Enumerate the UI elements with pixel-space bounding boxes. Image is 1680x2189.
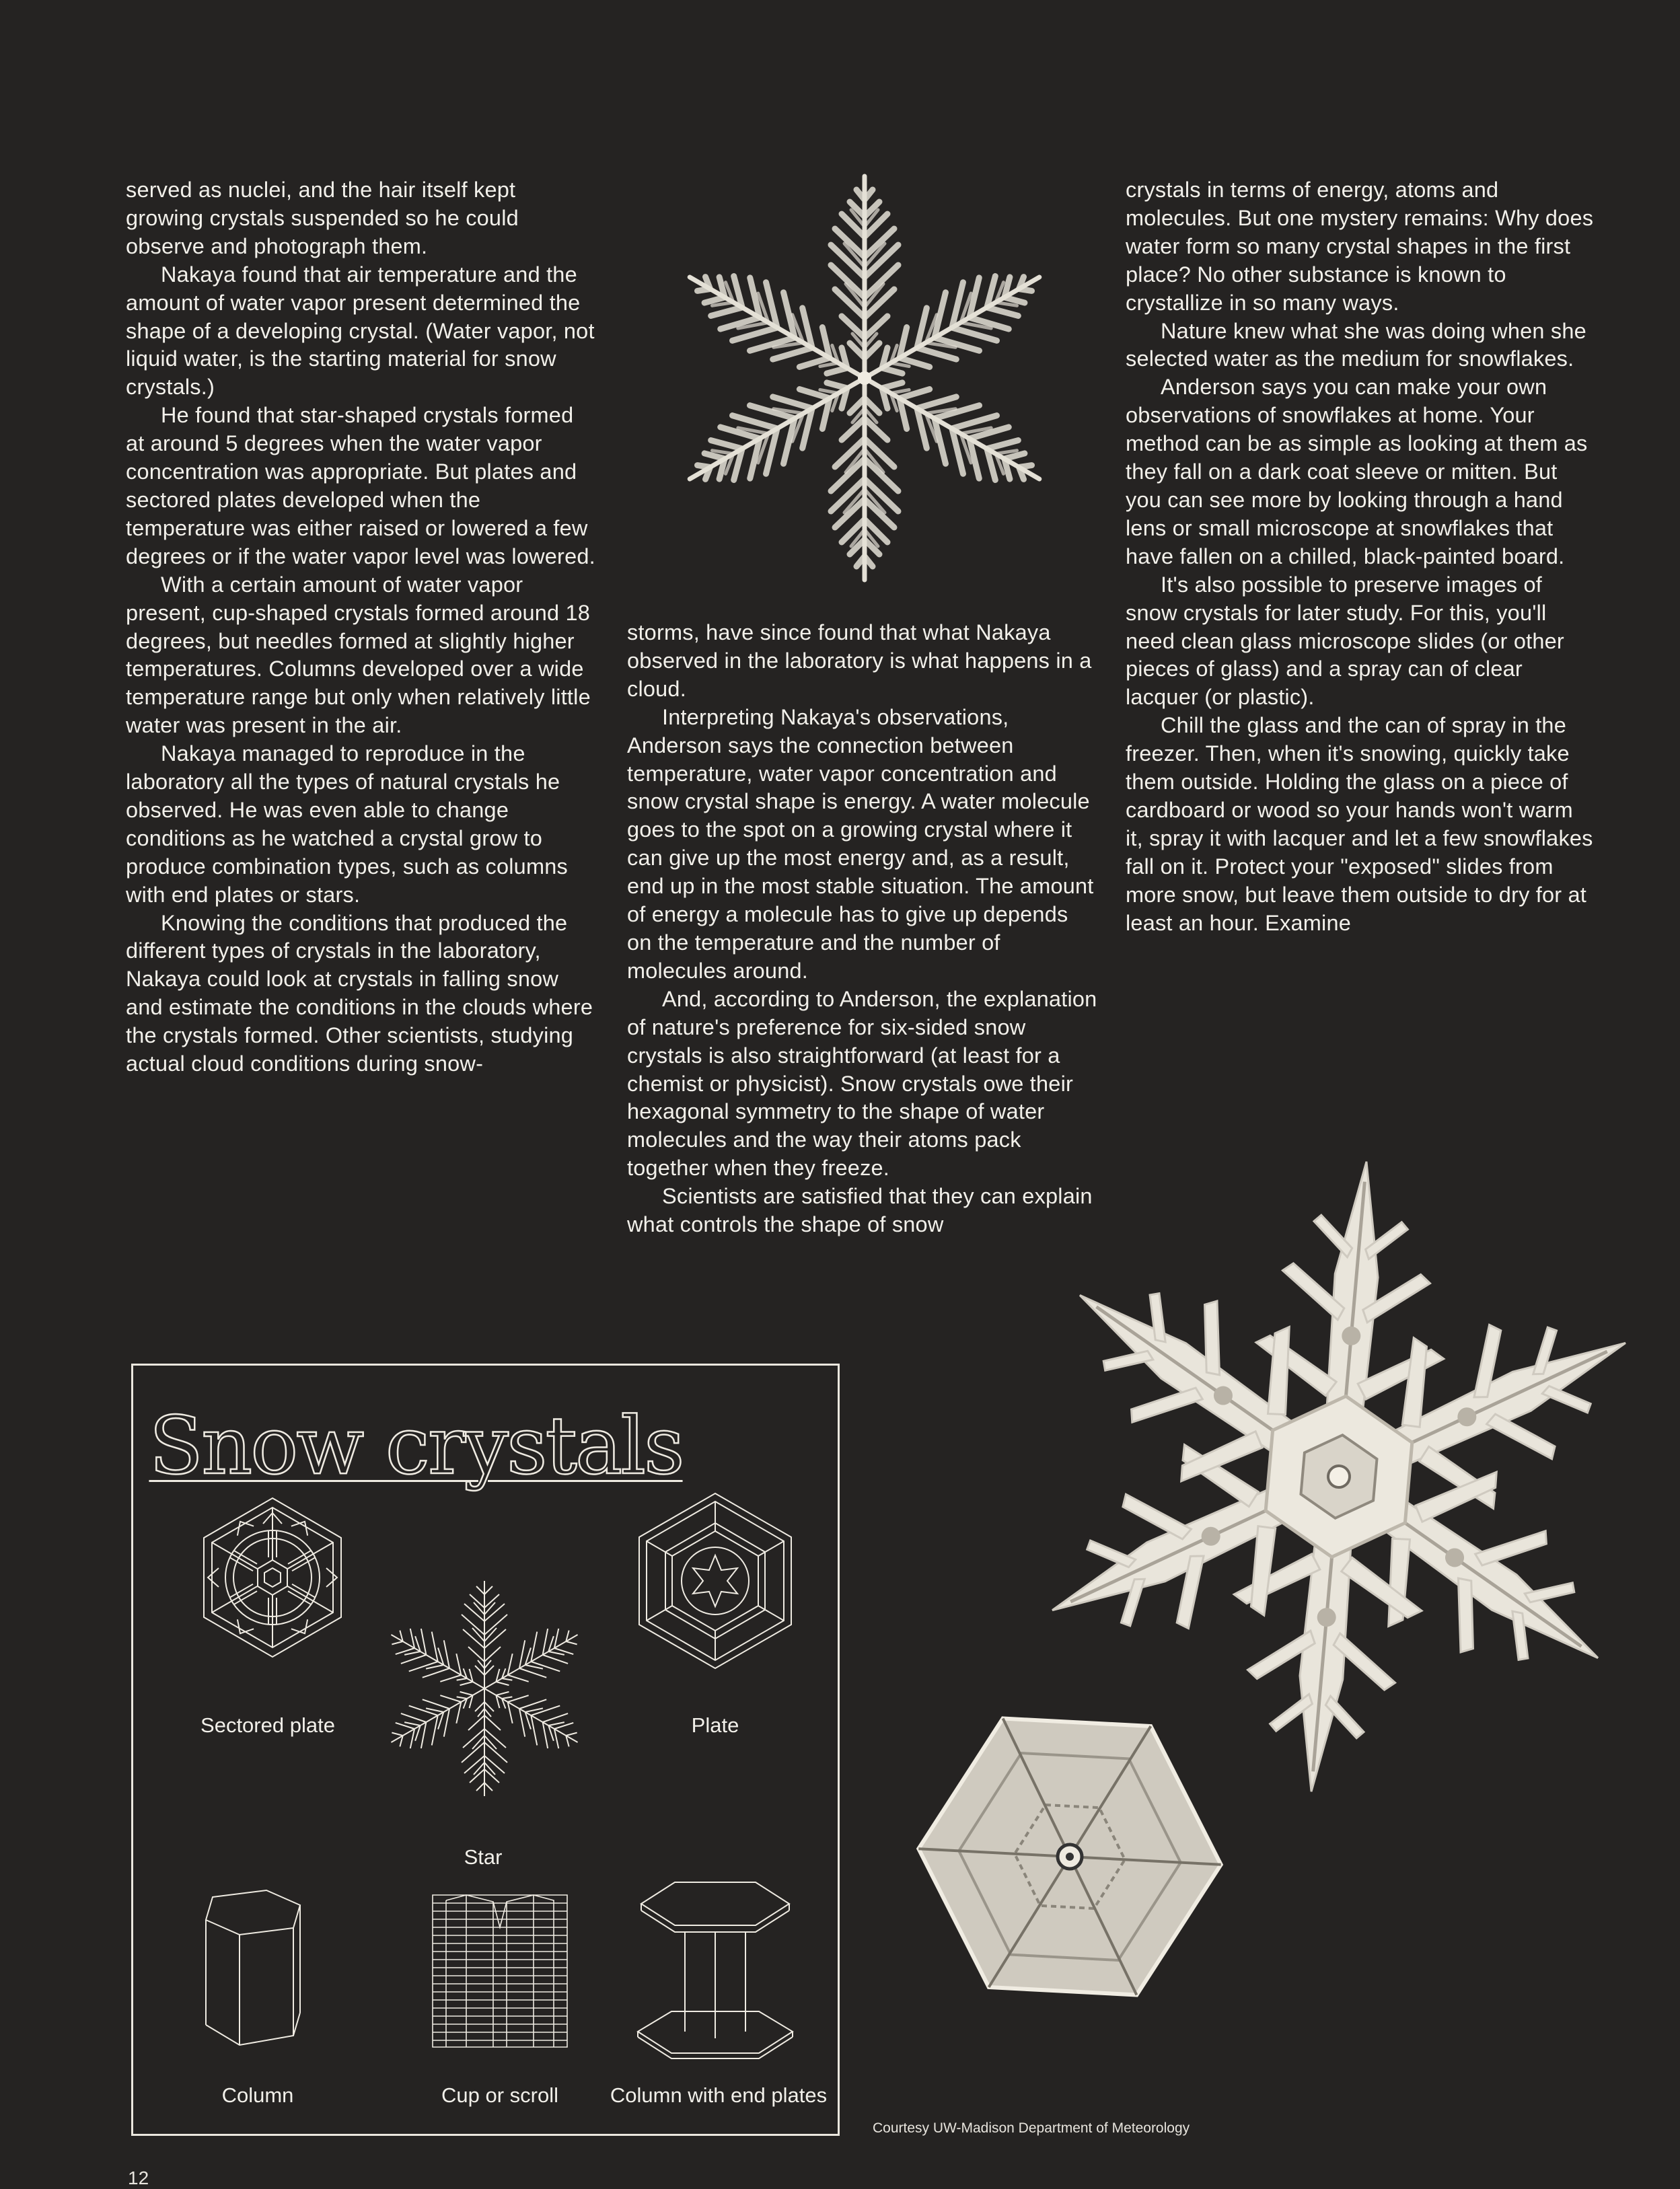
paragraph: Anderson says you can make your own observations of snowflakes at home. Your method can be as simple as looking at them as they fall on a dark coat sleeve or mitten. But you can see more by looking through a hand lens or small microscope at snowflakes that have fallen on a chilled, black-painted board.: [1126, 375, 1588, 568]
label-plate: Plate: [691, 1713, 739, 1737]
label-column-with-end-plates: Column with end plates: [610, 2083, 828, 2107]
paragraph: It's also possible to preserve images of snow crystals for later study. For this, you'll need clean glass microscope slides (or other pieces of glass) and a spray can of clear lacquer (or plastic).: [1126, 572, 1564, 710]
star-crystal-icon: [384, 1574, 585, 1803]
label-star: Star: [464, 1845, 503, 1869]
paragraph: Nakaya managed to reproduce in the laboratory all the types of natural crystals he observed. He was even able to change conditions as he watched a crystal grow to produce combination types, such as columns with end plates or stars.: [126, 741, 568, 907]
paragraph: Interpreting Nakaya's observations, Anderson says the connection between temperature, water vapor concentration and snow crystal shape is energy. A water molecule goes to the spot on a growing crystal where it can give up the most energy and, as a result, end up in the most stable situation. The amount of energy a molecule has to give up depends on the temperature and the number of molecules around.: [627, 704, 1094, 983]
label-cup-or-scroll: Cup or scroll: [441, 2083, 558, 2107]
snow-crystal-types-diagram: [131, 1364, 840, 2136]
paragraph: Chill the glass and the can of spray in the freezer. Then, when it's snowing, quickly take them outside. Holding the glass on a piece of cardboard or wood so your hands won't warm it, spray it with lacquer and let a few snowflakes fall on it. Protect your "exposed" slides from more snow, but leave them outside to dry for at least an hour. Examine: [1126, 713, 1593, 935]
plate-icon: [624, 1490, 806, 1672]
cup-crystal-icon: [419, 1887, 581, 2055]
photo-credit: Courtesy UW-Madison Department of Meteorology: [873, 2120, 1190, 2136]
paragraph: He found that star-shaped crystals formed at around 5 degrees when the water vapor concentration was appropriate. But plates and sectored plates developed when the temperature was either raised or lowered a few degrees or if the water vapor level was lowered.: [126, 403, 595, 568]
column-with-end-plates-icon: [628, 1877, 803, 2062]
paragraph: With a certain amount of water vapor present, cup-shaped crystals formed around 18 degrees, but needles formed at slightly higher temperatures. Columns developed over a wide temperature range but only when relatively little water was present in the air.: [126, 572, 591, 738]
paragraph: Scientists are satisfied that they can explain what controls the shape of snow: [627, 1184, 1093, 1237]
paragraph: And, according to Anderson, the explanation of nature's preference for six-sided snow crystals is also straightforward (at least for a chemist or physicist). Snow crystals owe their hexagonal symmetry to the shape of water molecules and the way their atoms pack together when they freeze.: [627, 986, 1097, 1181]
paragraph: storms, have since found that what Nakaya observed in the laboratory is what happens in a cloud.: [627, 620, 1092, 701]
diagram-title: Snow crystals: [149, 1399, 683, 1492]
text-column-3: [1126, 176, 1597, 937]
text-column-1: [126, 176, 597, 1078]
sectored-plate-icon: [188, 1493, 357, 1662]
page-number: 12: [128, 2167, 149, 2188]
snowflake-plate-photo: [912, 1709, 1228, 2005]
label-column: Column: [221, 2083, 294, 2107]
paragraph: crystals in terms of energy, atoms and molecules. But one mystery remains: Why does water form so many crystal shapes in the first place? No other substance is known to crystallize in so many ways.: [1126, 178, 1594, 315]
paragraph: Nature knew what she was doing when she selected water as the medium for snowflakes.: [1126, 318, 1586, 371]
snowflake-dendrite-photo: [669, 149, 1060, 607]
paragraph: Knowing the conditions that produced the different types of crystals in the laboratory, Nakaya could look at crystals in falling snow and estimate the conditions in the clouds where the crystals formed. Other scientists, studying actual cloud conditions during snow-: [126, 910, 593, 1076]
paragraph: Nakaya found that air temperature and the amount of water vapor present determined the shape of a developing crystal. (Water vapor, not liquid water, is the starting material for snow crystals.): [126, 262, 595, 400]
column-crystal-icon: [192, 1884, 320, 2058]
label-sectored-plate: Sectored plate: [200, 1713, 335, 1737]
paragraph: served as nuclei, and the hair itself kept growing crystals suspended so he could observe and photograph them.: [126, 178, 519, 258]
